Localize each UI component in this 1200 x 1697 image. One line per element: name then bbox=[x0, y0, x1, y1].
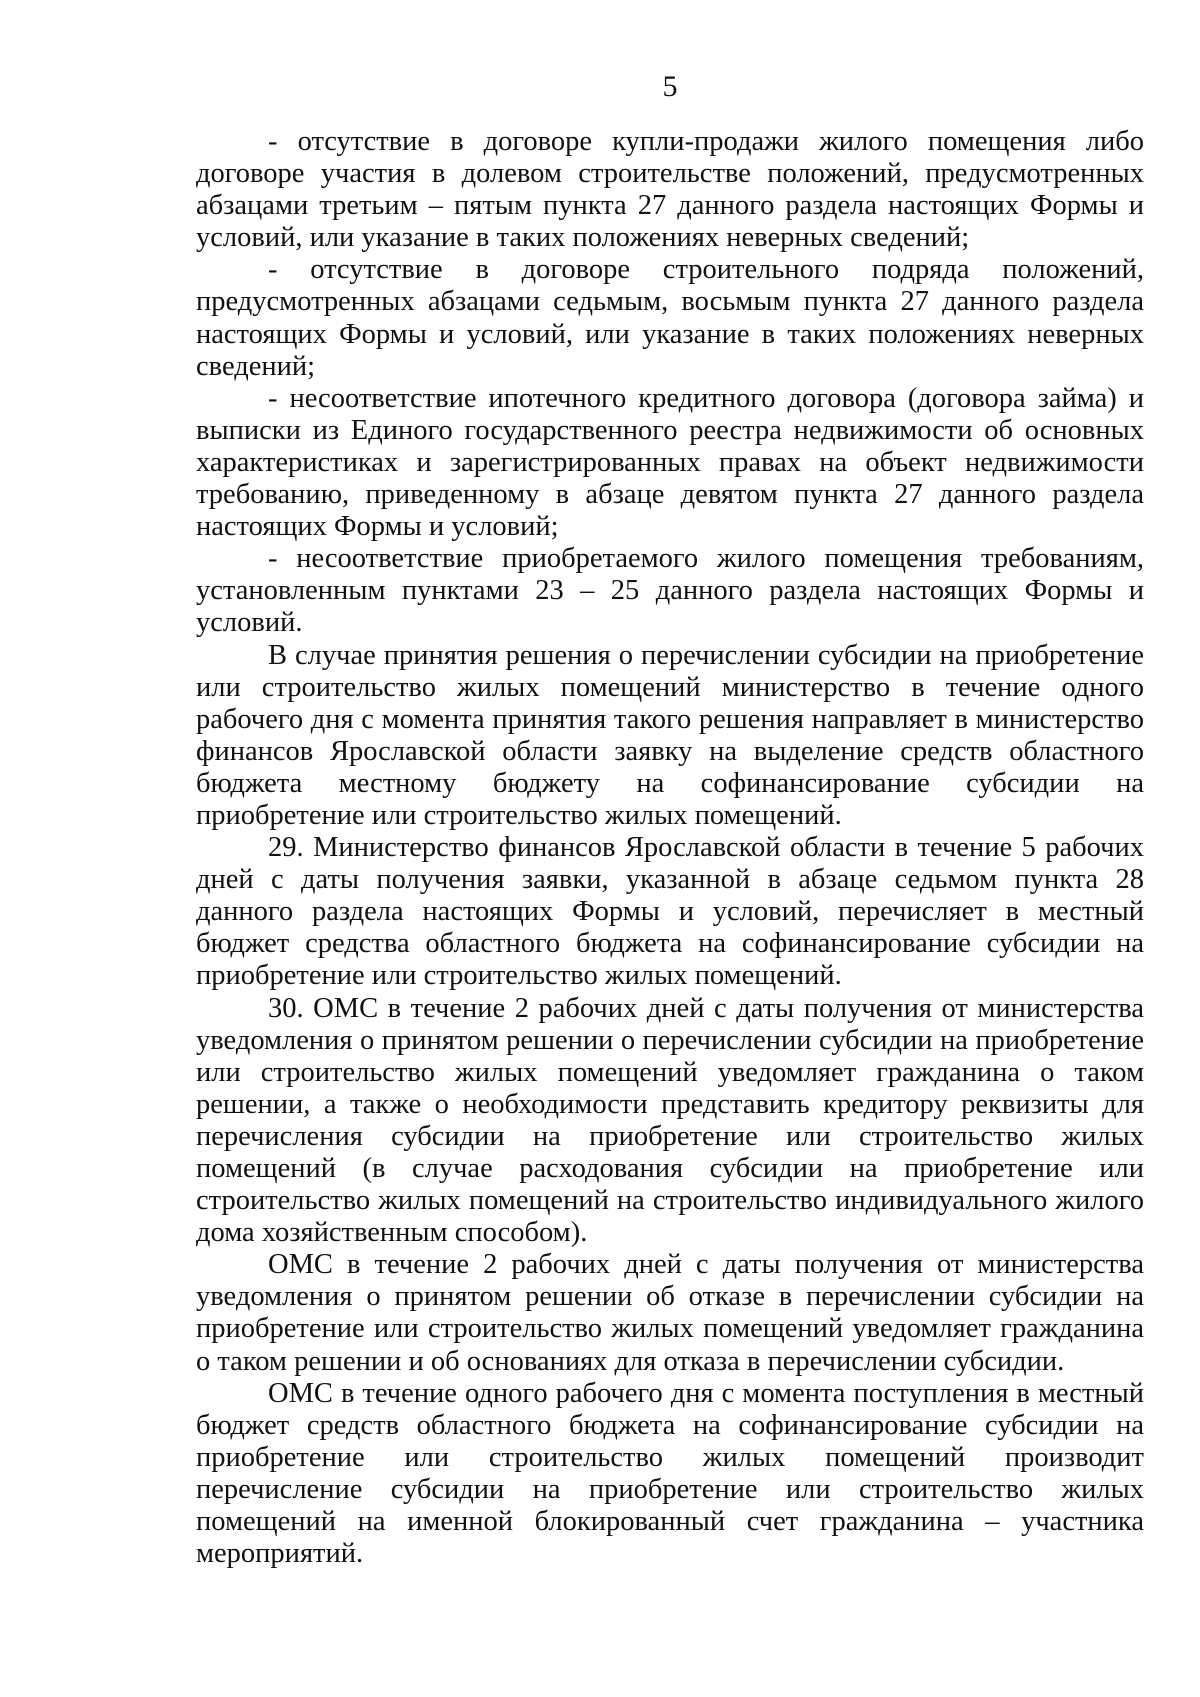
paragraph-clause-29: 29. Министерство финансов Ярославской области в течение 5 рабочих дней с даты получения заявки, указанной в абзаце седьмом пункта 28 данного раздела настоящих Формы и условий, перечисляет в местный бюджет средства областного бюджета на софинансирование субсидии на приобретение или строительство жилых помещений. bbox=[196, 832, 1144, 992]
paragraph-refusal-notification: ОМС в течение 2 рабочих дней с даты получения от министерства уведомления о принятом решении об отказе в перечислении субсидии на приобретение или строительство жилых помещений уведомляет гражданина о таком решении и об основаниях для отказа в перечислении субсидии. bbox=[196, 1249, 1144, 1377]
paragraph-subsidy-transfer-decision: В случае принятия решения о перечислении субсидии на приобретение или строительство жилых помещений министерство в течение одного рабочего дня с момента принятия такого решения направляет в министерство финансов Ярославской области заявку на выделение средств областного бюджета местному бюджету на софинансирование субсидии на приобретение или строительство жилых помещений. bbox=[196, 639, 1144, 831]
paragraph-missing-sale-contract-provisions: - отсутствие в договоре купли-продажи жилого помещения либо договоре участия в долевом строительстве положений, предусмотренных абзацами третьим – пятым пункта 27 данного раздела настоящих Формы и условий, или указание в таких положениях неверных сведений; bbox=[196, 126, 1144, 254]
page-number: 5 bbox=[662, 70, 678, 103]
paragraph-clause-30: 30. ОМС в течение 2 рабочих дней с даты получения от министерства уведомления о принятом решении о перечислении субсидии на приобретение или строительство жилых помещений уведомляет гражданина о таком решении, а также о необходимости представить кредитору реквизиты для перечисления субсидии на приобретение или строительство жилых помещений (в случае расходования субсидии на приобретение или строительство жилых помещений на строительство индивидуального жилого дома хозяйственным способом). bbox=[196, 992, 1144, 1249]
paragraph-premises-mismatch: - несоответствие приобретаемого жилого помещения требованиям, установленным пунктами 23 – 25 данного раздела настоящих Формы и условий. bbox=[196, 543, 1144, 639]
paragraph-mortgage-mismatch: - несоответствие ипотечного кредитного договора (договора займа) и выписки из Единого государственного реестра недвижимости об основных характеристиках и зарегистрированных правах на объект недвижимости требованию, приведенному в абзаце девятом пункта 27 данного раздела настоящих Формы и условий; bbox=[196, 382, 1144, 543]
document-body bbox=[196, 126, 1144, 1570]
paragraph-missing-construction-contract-provisions: - отсутствие в договоре строительного подряда положений, предусмотренных абзацами седьмым, восьмым пункта 27 данного раздела настоящих Формы и условий, или указание в таких положениях неверных сведений; bbox=[196, 254, 1144, 382]
paragraph-transfer-to-account: ОМС в течение одного рабочего дня с момента поступления в местный бюджет средств областного бюджета на софинансирование субсидии на приобретение или строительство жилых помещений производит перечисление субсидии на приобретение или строительство жилых помещений на именной блокированный счет гражданина – участника мероприятий. bbox=[196, 1377, 1144, 1570]
